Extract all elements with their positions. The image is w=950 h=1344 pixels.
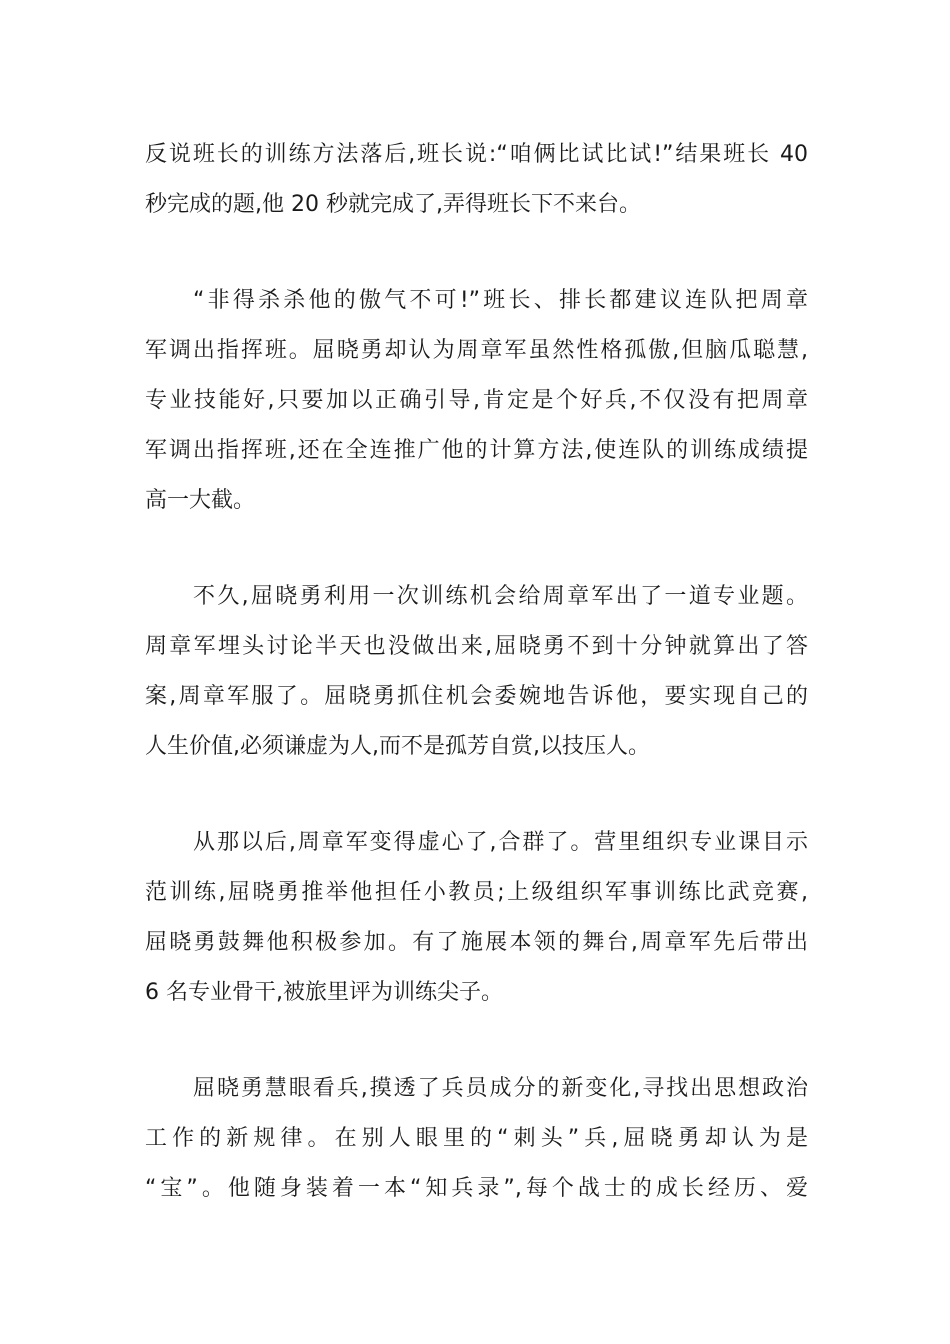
text-line: 6 名专业骨干,被旅里评为训练尖子。 <box>145 980 503 1005</box>
text-line: 专业技能好,只要加以正确引导,肯定是个好兵,不仅没有把周章 <box>145 388 808 413</box>
paragraph-4 <box>145 818 808 1018</box>
text-line: 不久,屈晓勇利用一次训练机会给周章军出了一道专业题。 <box>193 584 808 609</box>
text-line: 周章军埋头讨论半天也没做出来,屈晓勇不到十分钟就算出了答 <box>145 634 808 659</box>
text-line: “非得杀杀他的傲气不可!”班长、排长都建议连队把周章 <box>193 288 808 313</box>
paragraph-3 <box>145 572 808 772</box>
text-line: 案,周章军服了。屈晓勇抓住机会委婉地告诉他，要实现自己的 <box>145 684 808 709</box>
text-line: 屈晓勇鼓舞他积极参加。有了施展本领的舞台,周章军先后带出 <box>145 930 808 955</box>
text-line: 军调出指挥班,还在全连推广他的计算方法,使连队的训练成绩提 <box>145 438 808 463</box>
text-line: 工作的新规律。在别人眼里的“刺头”兵,屈晓勇却认为是 <box>145 1126 808 1151</box>
text-line: 军调出指挥班。屈晓勇却认为周章军虽然性格孤傲,但脑瓜聪慧, <box>145 338 808 363</box>
body-text <box>145 130 808 1260</box>
text-line: 范训练,屈晓勇推举他担任小教员;上级组织军事训练比武竞赛, <box>145 880 808 905</box>
text-line: “宝”。他随身装着一本“知兵录”,每个战士的成长经历、爱 <box>145 1176 808 1201</box>
text-line: 高一大截。 <box>145 488 256 513</box>
text-line: 从那以后,周章军变得虚心了,合群了。营里组织专业课目示 <box>193 830 808 855</box>
paragraph-2 <box>145 276 808 526</box>
text-line: 人生价值,必须谦虚为人,而不是孤芳自赏,以技压人。 <box>145 734 650 759</box>
text-line: 反说班长的训练方法落后,班长说:“咱俩比试比试!”结果班长 40 <box>145 142 808 167</box>
paragraph-5 <box>145 1064 808 1214</box>
paragraph-1 <box>145 130 808 230</box>
text-line: 屈晓勇慧眼看兵,摸透了兵员成分的新变化,寻找出思想政治 <box>193 1076 808 1101</box>
text-line: 秒完成的题,他 20 秒就完成了,弄得班长下不来台。 <box>145 192 641 217</box>
